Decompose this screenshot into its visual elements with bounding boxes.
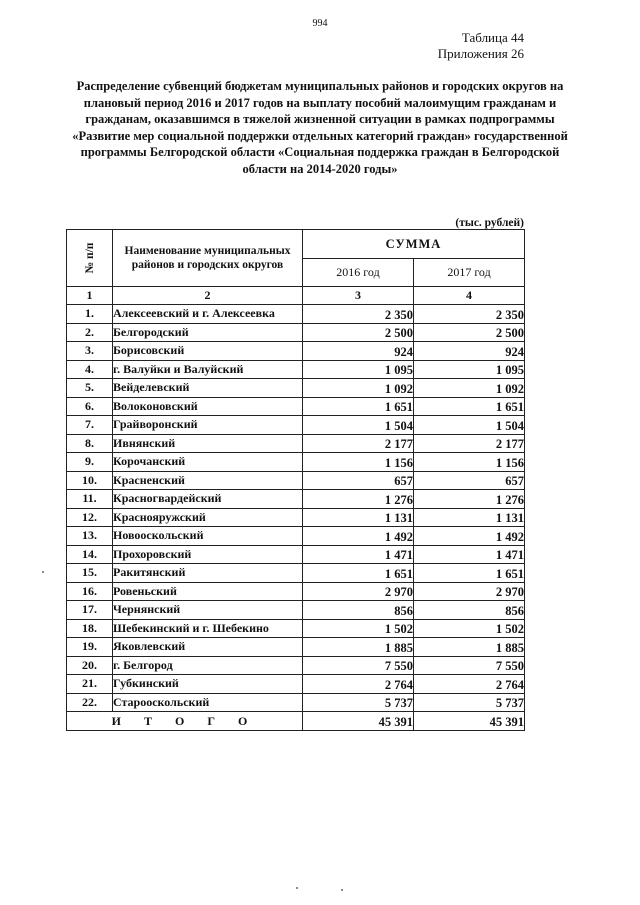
total-row: [67, 712, 525, 731]
row-value-2017: 5 737: [414, 693, 525, 712]
header-number-cell: [67, 230, 113, 287]
table-row: [67, 619, 525, 638]
row-number: 13.: [67, 527, 113, 546]
table-row: [67, 508, 525, 527]
table-row: [67, 675, 525, 694]
subsidy-table: [66, 229, 525, 731]
row-number: 4.: [67, 360, 113, 379]
total-label: И Т О Г О: [67, 712, 303, 731]
row-value-2016: 5 737: [303, 693, 414, 712]
column-index-row: [67, 287, 525, 305]
row-name: г. Белгород: [113, 656, 303, 675]
table-row: [67, 490, 525, 509]
row-number: 22.: [67, 693, 113, 712]
row-number: 16.: [67, 582, 113, 601]
row-name: Белгородский: [113, 323, 303, 342]
row-value-2016: 7 550: [303, 656, 414, 675]
header-name: Наименование муниципальных районов и городских округов: [113, 230, 303, 287]
table-row: [67, 582, 525, 601]
row-name: Красногвардейский: [113, 490, 303, 509]
table-row: [67, 638, 525, 657]
row-value-2017: 924: [414, 342, 525, 361]
row-value-2016: 1 276: [303, 490, 414, 509]
row-name: Яковлевский: [113, 638, 303, 657]
appendix-reference: Приложения 26: [437, 46, 524, 61]
table-row: [67, 416, 525, 435]
row-number: 2.: [67, 323, 113, 342]
row-name: Ивнянский: [113, 434, 303, 453]
row-number: 12.: [67, 508, 113, 527]
table-reference: Таблица 44: [461, 30, 524, 45]
row-value-2017: 856: [414, 601, 525, 620]
table-row: [67, 360, 525, 379]
row-number: 11.: [67, 490, 113, 509]
row-value-2017: 1 651: [414, 564, 525, 583]
row-number: 1.: [67, 305, 113, 324]
row-value-2017: 2 970: [414, 582, 525, 601]
table-row: [67, 342, 525, 361]
row-value-2017: 1 504: [414, 416, 525, 435]
row-value-2016: 924: [303, 342, 414, 361]
table-row: [67, 323, 525, 342]
row-value-2016: 1 651: [303, 397, 414, 416]
row-number: 21.: [67, 675, 113, 694]
total-2017: 45 391: [414, 712, 525, 731]
table-row: [67, 545, 525, 564]
row-name: Ракитянский: [113, 564, 303, 583]
row-value-2016: 2 177: [303, 434, 414, 453]
row-number: 8.: [67, 434, 113, 453]
row-value-2016: 657: [303, 471, 414, 490]
row-value-2016: 1 651: [303, 564, 414, 583]
row-name: Красненский: [113, 471, 303, 490]
table-row: [67, 601, 525, 620]
row-value-2017: 1 502: [414, 619, 525, 638]
row-number: 19.: [67, 638, 113, 657]
row-number: 20.: [67, 656, 113, 675]
row-value-2017: 1 651: [414, 397, 525, 416]
row-name: Ровеньский: [113, 582, 303, 601]
row-value-2017: 7 550: [414, 656, 525, 675]
row-value-2017: 2 350: [414, 305, 525, 324]
row-number: 18.: [67, 619, 113, 638]
row-value-2017: 657: [414, 471, 525, 490]
row-value-2016: 2 500: [303, 323, 414, 342]
row-value-2016: 1 092: [303, 379, 414, 398]
row-value-2017: 1 092: [414, 379, 525, 398]
table-row: [67, 397, 525, 416]
row-name: Чернянский: [113, 601, 303, 620]
row-value-2017: 2 500: [414, 323, 525, 342]
row-name: Волоконовский: [113, 397, 303, 416]
row-value-2016: 1 492: [303, 527, 414, 546]
row-value-2016: 2 350: [303, 305, 414, 324]
row-value-2016: 1 131: [303, 508, 414, 527]
header-year-2017: 2017 год: [414, 259, 525, 287]
row-number: 15.: [67, 564, 113, 583]
row-value-2017: 2 177: [414, 434, 525, 453]
table-row: [67, 527, 525, 546]
scan-speck: [42, 571, 44, 573]
row-value-2016: 856: [303, 601, 414, 620]
row-name: Новооскольский: [113, 527, 303, 546]
table-row: [67, 453, 525, 472]
row-name: Прохоровский: [113, 545, 303, 564]
row-value-2016: 1 504: [303, 416, 414, 435]
row-value-2017: 1 492: [414, 527, 525, 546]
row-value-2017: 1 156: [414, 453, 525, 472]
table-row: [67, 471, 525, 490]
scan-speck: [296, 887, 298, 889]
header-number: № п/п: [83, 242, 96, 274]
row-name: Грайворонский: [113, 416, 303, 435]
row-number: 7.: [67, 416, 113, 435]
row-value-2016: 2 970: [303, 582, 414, 601]
row-number: 6.: [67, 397, 113, 416]
table-row: [67, 434, 525, 453]
column-index: 1: [67, 287, 113, 305]
row-value-2016: 1 095: [303, 360, 414, 379]
units-note: (тыс. рублей): [455, 217, 524, 229]
row-name: Корочанский: [113, 453, 303, 472]
row-value-2017: 1 276: [414, 490, 525, 509]
total-2016: 45 391: [303, 712, 414, 731]
row-value-2017: 1 885: [414, 638, 525, 657]
header-year-2016: 2016 год: [303, 259, 414, 287]
row-value-2017: 1 095: [414, 360, 525, 379]
row-number: 17.: [67, 601, 113, 620]
table-row: [67, 564, 525, 583]
column-index: 4: [414, 287, 525, 305]
row-name: Губкинский: [113, 675, 303, 694]
row-name: Шебекинский и г. Шебекино: [113, 619, 303, 638]
row-name: г. Валуйки и Валуйский: [113, 360, 303, 379]
document-title: Распределение субвенций бюджетам муниципальных районов и городских округов на плановый период 2016 и 2017 годов на выплату пособий малоимущим гражданам и гражданам, оказавшимся в тяжелой жизненной ситуации в рамках подпрограммы «Развитие мер социальной поддержки отдельных категорий граждан» государственной программы Белгородской области «Социальная поддержка граждан в Белгородской области на 2014-2020 годы»: [72, 79, 568, 176]
scan-speck: [341, 889, 343, 891]
row-name: Алексеевский и г. Алексеевка: [113, 305, 303, 324]
row-value-2016: 1 502: [303, 619, 414, 638]
row-number: 5.: [67, 379, 113, 398]
row-number: 14.: [67, 545, 113, 564]
row-name: Старооскольский: [113, 693, 303, 712]
header-row: [67, 230, 525, 259]
row-value-2017: 1 471: [414, 545, 525, 564]
row-value-2016: 2 764: [303, 675, 414, 694]
column-index: 2: [113, 287, 303, 305]
row-value-2016: 1 471: [303, 545, 414, 564]
page-number: 994: [312, 18, 328, 29]
table-row: [67, 656, 525, 675]
row-value-2017: 1 131: [414, 508, 525, 527]
table-row: [67, 305, 525, 324]
table-body: [67, 305, 525, 712]
row-number: 3.: [67, 342, 113, 361]
table-row: [67, 693, 525, 712]
row-name: Вейделевский: [113, 379, 303, 398]
row-number: 10.: [67, 471, 113, 490]
column-index: 3: [303, 287, 414, 305]
row-value-2017: 2 764: [414, 675, 525, 694]
header-sum: СУММА: [303, 230, 525, 259]
row-value-2016: 1 156: [303, 453, 414, 472]
row-name: Борисовский: [113, 342, 303, 361]
table-row: [67, 379, 525, 398]
row-name: Краснояружский: [113, 508, 303, 527]
row-value-2016: 1 885: [303, 638, 414, 657]
row-number: 9.: [67, 453, 113, 472]
